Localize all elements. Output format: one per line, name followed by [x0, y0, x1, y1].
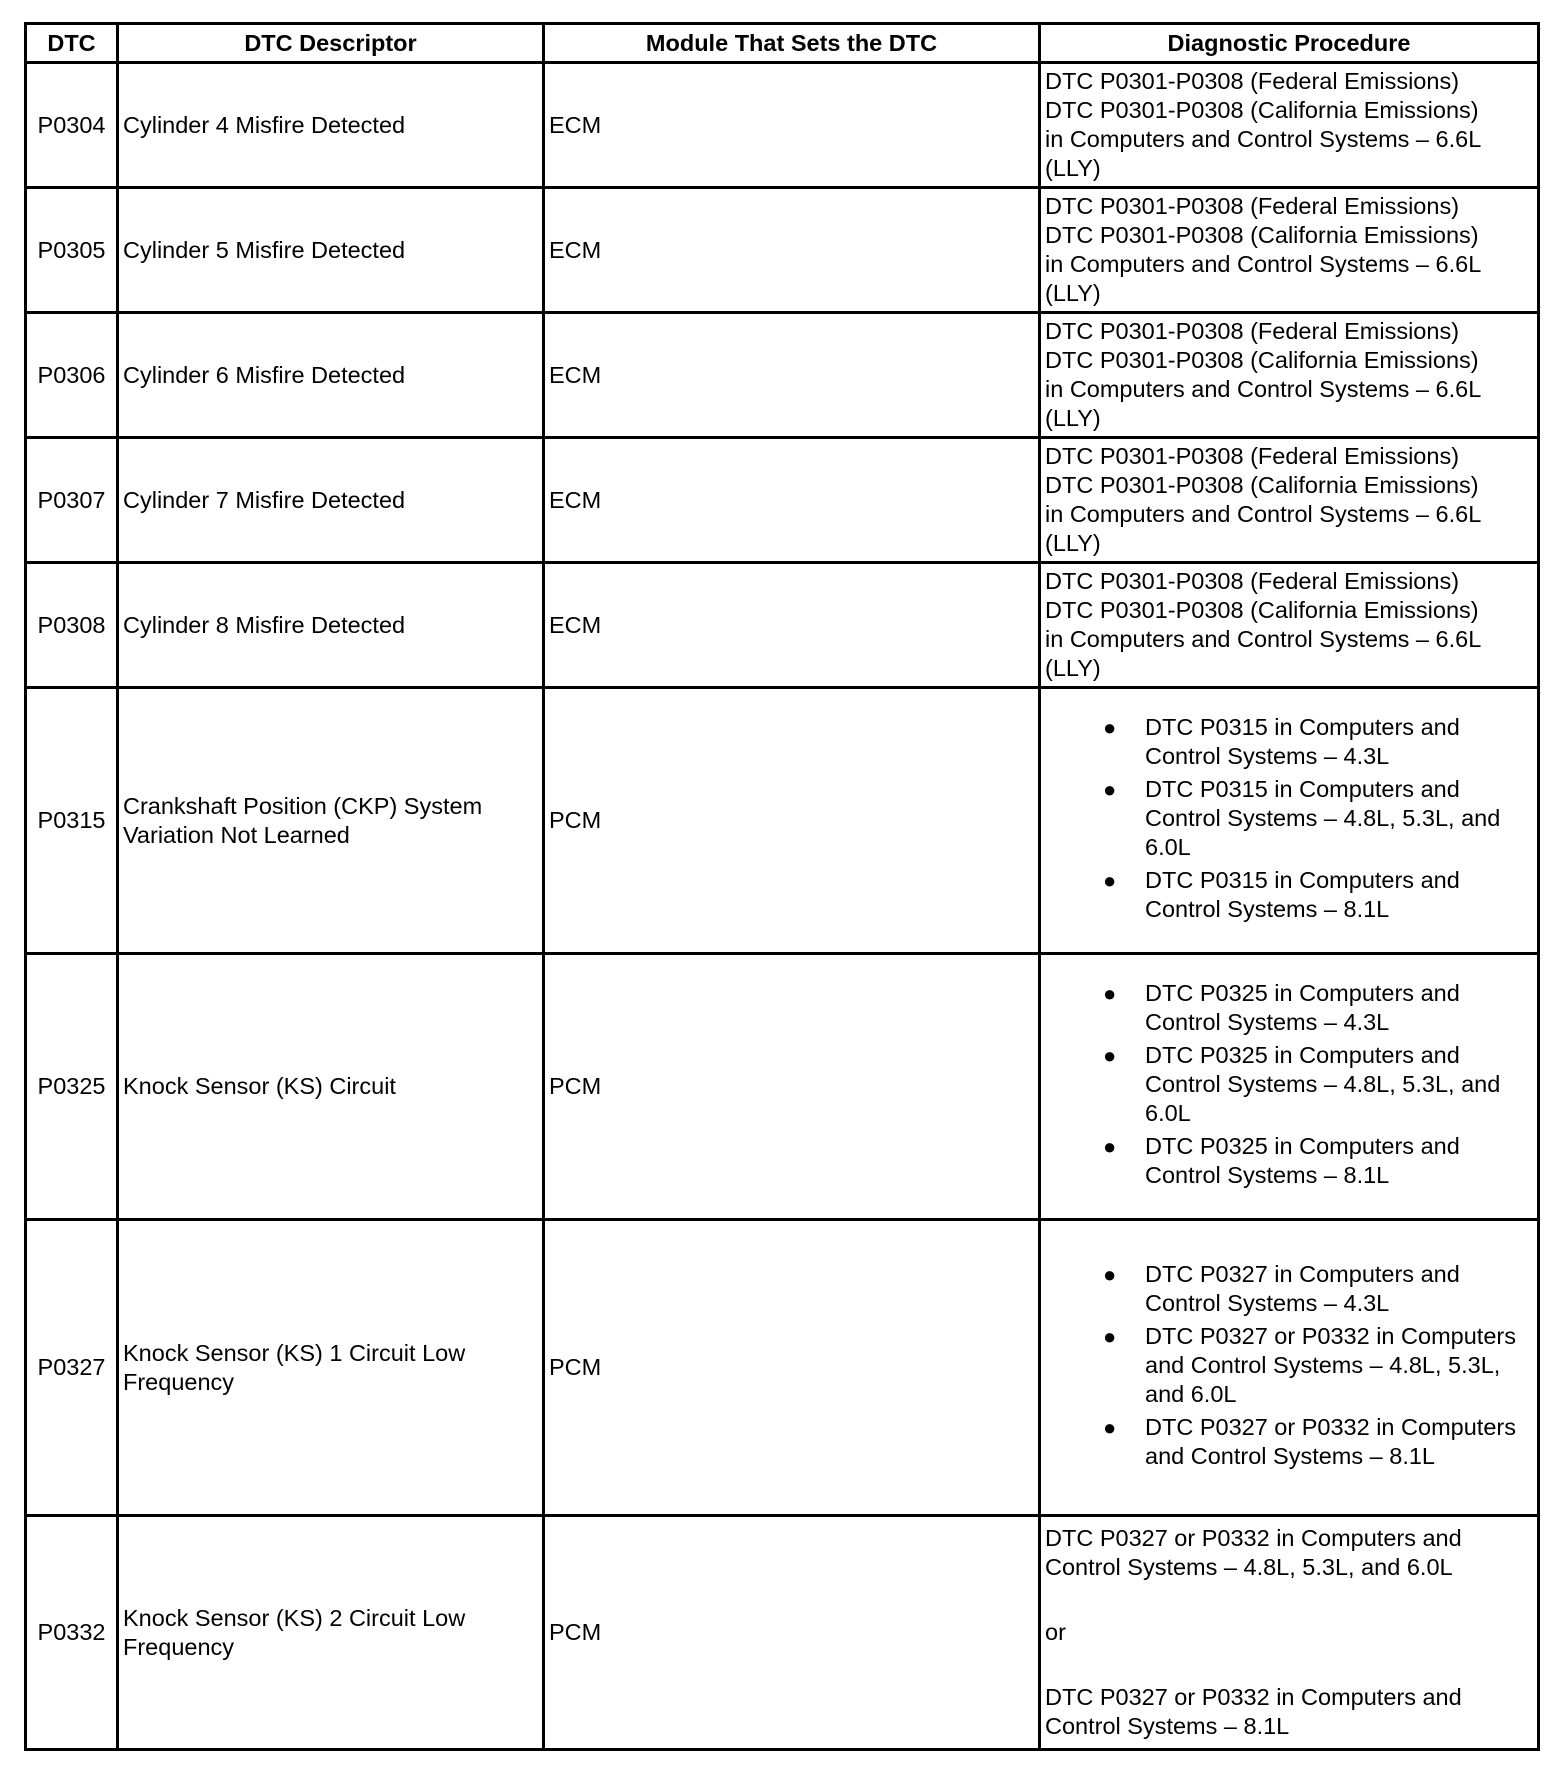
procedure-bullet	[1045, 979, 1533, 1037]
dtc-code: P0327	[26, 1220, 118, 1516]
procedure-paragraph: DTC P0327 or P0332 in Computers and Control Systems – 4.8L, 5.3L, and 6.0L	[1045, 1525, 1462, 1580]
diagnostic-procedure	[1040, 1516, 1539, 1750]
header-module: Module That Sets the DTC	[544, 24, 1040, 63]
procedure-line: DTC P0301-P0308 (Federal Emissions)	[1045, 193, 1460, 219]
diagnostic-procedure	[1040, 438, 1539, 563]
bullet-icon: ●	[1103, 868, 1117, 893]
procedure-line: DTC P0301-P0308 (California Emissions)	[1045, 347, 1479, 373]
bullet-icon: ●	[1103, 1262, 1117, 1287]
bullet-icon: ●	[1103, 1415, 1117, 1440]
procedure-bullet-text: DTC P0315 in Computers and Control Systems – 4.3L	[1145, 714, 1460, 769]
procedure-bullet	[1045, 1132, 1533, 1190]
bullet-icon: ●	[1103, 1043, 1117, 1068]
procedure-line: DTC P0301-P0308 (California Emissions)	[1045, 222, 1479, 248]
table-row	[26, 313, 1539, 438]
procedure-line: in Computers and Control Systems – 6.6L (LLY)	[1045, 376, 1481, 431]
bullet-icon: ●	[1103, 1324, 1117, 1349]
procedure-bullet-text: DTC P0327 in Computers and Control Systems – 4.3L	[1145, 1261, 1460, 1316]
dtc-module: ECM	[544, 563, 1040, 688]
dtc-descriptor: Knock Sensor (KS) 2 Circuit Low Frequency	[118, 1516, 544, 1750]
diagnostic-procedure	[1040, 1220, 1539, 1516]
dtc-module: PCM	[544, 1516, 1040, 1750]
dtc-descriptor: Knock Sensor (KS) 1 Circuit Low Frequency	[118, 1220, 544, 1516]
procedure-bullet-text: DTC P0315 in Computers and Control Systems – 4.8L, 5.3L, and 6.0L	[1145, 776, 1501, 860]
bullet-icon: ●	[1103, 715, 1117, 740]
table-row	[26, 1516, 1539, 1750]
diagnostic-procedure	[1040, 954, 1539, 1220]
bullet-icon: ●	[1103, 1134, 1117, 1159]
dtc-code: P0308	[26, 563, 118, 688]
procedure-line: DTC P0301-P0308 (California Emissions)	[1045, 97, 1479, 123]
diagnostic-procedure	[1040, 188, 1539, 313]
procedure-bullet	[1045, 1322, 1533, 1409]
procedure-line: DTC P0301-P0308 (Federal Emissions)	[1045, 568, 1460, 594]
bullet-icon: ●	[1103, 777, 1117, 802]
dtc-code: P0306	[26, 313, 118, 438]
procedure-line: in Computers and Control Systems – 6.6L (LLY)	[1045, 251, 1481, 306]
table-row	[26, 954, 1539, 1220]
diagnostic-procedure	[1040, 688, 1539, 954]
procedure-bullet-list	[1045, 979, 1533, 1190]
procedure-bullet-text: DTC P0325 in Computers and Control Systems – 8.1L	[1145, 1133, 1460, 1188]
dtc-descriptor: Cylinder 8 Misfire Detected	[118, 563, 544, 688]
header-procedure: Diagnostic Procedure	[1040, 24, 1539, 63]
procedure-bullet-text: DTC P0325 in Computers and Control Systems – 4.8L, 5.3L, and 6.0L	[1145, 1042, 1501, 1126]
procedure-bullet	[1045, 866, 1533, 924]
procedure-line: DTC P0301-P0308 (California Emissions)	[1045, 472, 1479, 498]
dtc-code: P0332	[26, 1516, 118, 1750]
table-row	[26, 438, 1539, 563]
procedure-bullet	[1045, 1260, 1533, 1318]
procedure-bullet-list	[1045, 1260, 1533, 1471]
table-row	[26, 563, 1539, 688]
procedure-line: DTC P0301-P0308 (Federal Emissions)	[1045, 68, 1460, 94]
dtc-module: PCM	[544, 954, 1040, 1220]
procedure-line: in Computers and Control Systems – 6.6L (LLY)	[1045, 126, 1481, 181]
header-row	[26, 24, 1539, 63]
dtc-descriptor: Crankshaft Position (CKP) System Variation Not Learned	[118, 688, 544, 954]
procedure-line: DTC P0301-P0308 (California Emissions)	[1045, 597, 1479, 623]
dtc-descriptor: Knock Sensor (KS) Circuit	[118, 954, 544, 1220]
dtc-code: P0315	[26, 688, 118, 954]
dtc-module: ECM	[544, 63, 1040, 188]
dtc-module: ECM	[544, 313, 1040, 438]
dtc-descriptor: Cylinder 7 Misfire Detected	[118, 438, 544, 563]
dtc-descriptor: Cylinder 5 Misfire Detected	[118, 188, 544, 313]
bullet-icon: ●	[1103, 981, 1117, 1006]
procedure-bullet	[1045, 1041, 1533, 1128]
table-row	[26, 1220, 1539, 1516]
dtc-descriptor: Cylinder 4 Misfire Detected	[118, 63, 544, 188]
procedure-paragraph: or	[1045, 1619, 1066, 1645]
procedure-bullet	[1045, 775, 1533, 862]
dtc-code: P0307	[26, 438, 118, 563]
procedure-paragraph: DTC P0327 or P0332 in Computers and Control Systems – 8.1L	[1045, 1684, 1462, 1739]
dtc-descriptor: Cylinder 6 Misfire Detected	[118, 313, 544, 438]
header-descriptor: DTC Descriptor	[118, 24, 544, 63]
diagnostic-procedure	[1040, 563, 1539, 688]
dtc-code: P0304	[26, 63, 118, 188]
diagnostic-procedure	[1040, 63, 1539, 188]
table-row	[26, 688, 1539, 954]
procedure-bullet	[1045, 1413, 1533, 1471]
procedure-bullet	[1045, 713, 1533, 771]
dtc-module: ECM	[544, 188, 1040, 313]
procedure-bullet-text: DTC P0327 or P0332 in Computers and Control Systems – 4.8L, 5.3L, and 6.0L	[1145, 1323, 1516, 1407]
procedure-bullet-text: DTC P0325 in Computers and Control Systems – 4.3L	[1145, 980, 1460, 1035]
procedure-bullet-text: DTC P0315 in Computers and Control Systems – 8.1L	[1145, 867, 1460, 922]
procedure-bullet-list	[1045, 713, 1533, 924]
table-row	[26, 188, 1539, 313]
dtc-module: PCM	[544, 688, 1040, 954]
dtc-module: PCM	[544, 1220, 1040, 1516]
procedure-line: DTC P0301-P0308 (Federal Emissions)	[1045, 443, 1460, 469]
procedure-line: in Computers and Control Systems – 6.6L (LLY)	[1045, 501, 1481, 556]
dtc-module: ECM	[544, 438, 1040, 563]
table-row	[26, 63, 1539, 188]
dtc-table	[24, 22, 1540, 1751]
procedure-bullet-text: DTC P0327 or P0332 in Computers and Control Systems – 8.1L	[1145, 1414, 1516, 1469]
dtc-code: P0305	[26, 188, 118, 313]
diagnostic-procedure	[1040, 313, 1539, 438]
procedure-line: DTC P0301-P0308 (Federal Emissions)	[1045, 318, 1460, 344]
header-dtc: DTC	[26, 24, 118, 63]
procedure-line: in Computers and Control Systems – 6.6L (LLY)	[1045, 626, 1481, 681]
dtc-code: P0325	[26, 954, 118, 1220]
